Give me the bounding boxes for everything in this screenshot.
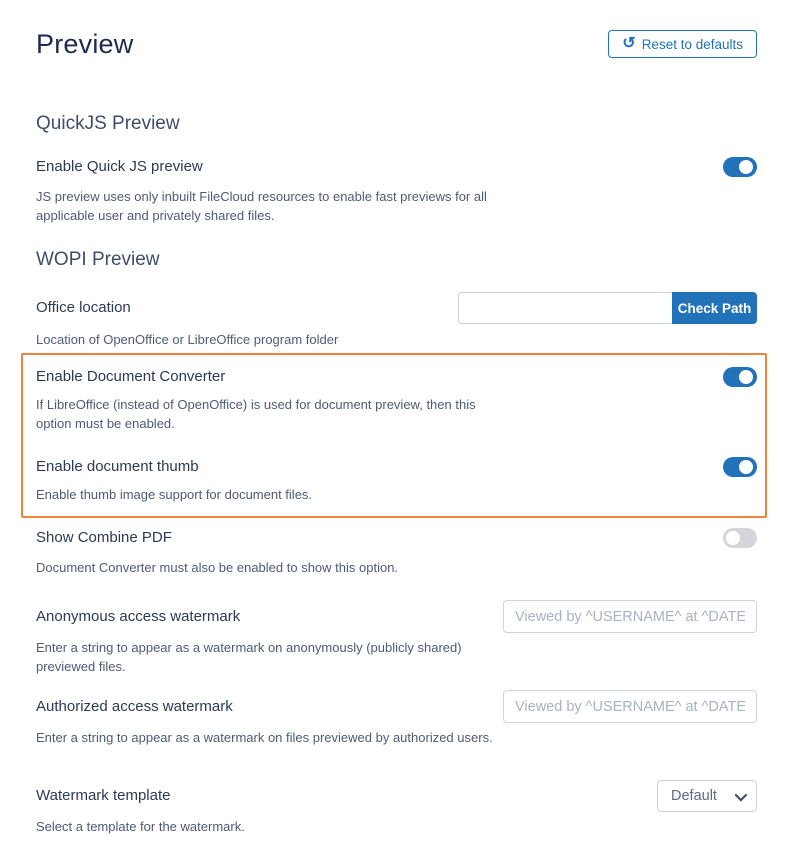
setting-description: JS preview uses only inbuilt FileCloud resources to enable fast previews for all applicable user and privately shared files. (36, 189, 487, 223)
office-location-input[interactable] (458, 292, 672, 324)
setting-description: If LibreOffice (instead of OpenOffice) is used for document preview, then this option must be enabled. (36, 397, 476, 431)
setting-description: Location of OpenOffice or LibreOffice program folder (36, 332, 339, 347)
setting-description: Enter a string to appear as a watermark on anonymously (publicly shared) previewed files. (36, 640, 462, 674)
setting-label: Office location (36, 299, 131, 316)
setting-label: Watermark template (36, 787, 171, 804)
reset-to-defaults-button[interactable] (608, 30, 757, 58)
setting-description: Enable thumb image support for document files. (36, 487, 313, 502)
setting-enable-document-converter (36, 367, 757, 387)
setting-label: Enable Quick JS preview (36, 158, 203, 175)
watermark-template-select[interactable] (657, 780, 757, 812)
setting-watermark-template (36, 780, 757, 812)
enable-document-thumb-toggle[interactable] (723, 457, 757, 477)
authorized-watermark-input[interactable] (503, 690, 757, 723)
setting-label: Authorized access watermark (36, 697, 233, 715)
setting-label: Enable Document Converter (36, 368, 226, 385)
setting-label: Enable document thumb (36, 458, 199, 475)
setting-label: Anonymous access watermark (36, 607, 241, 625)
setting-enable-document-thumb (36, 457, 757, 477)
setting-office-location (36, 292, 757, 324)
show-combine-pdf-toggle[interactable] (723, 528, 757, 548)
setting-authorized-watermark (36, 690, 757, 723)
page-header (36, 28, 757, 60)
office-location-input-group (458, 292, 757, 324)
enable-quickjs-toggle[interactable] (723, 157, 757, 177)
page-title: Preview (36, 29, 134, 59)
check-path-button[interactable]: Check Path (672, 292, 757, 324)
reset-icon: ↺ (622, 35, 636, 52)
setting-description: Document Converter must also be enabled to show this option. (36, 560, 399, 575)
setting-label: Show Combine PDF (36, 529, 172, 546)
section-title-wopi-preview: WOPI Preview (36, 249, 160, 270)
chevron-down-icon (735, 788, 748, 801)
anonymous-watermark-input[interactable] (503, 600, 757, 633)
section-title-quickjs-preview: QuickJS Preview (36, 113, 180, 134)
enable-document-converter-toggle[interactable] (723, 367, 757, 387)
highlighted-settings-box (21, 353, 767, 518)
setting-anonymous-watermark (36, 600, 757, 633)
setting-show-combine-pdf (36, 528, 757, 548)
setting-enable-quickjs (36, 157, 757, 177)
setting-description: Select a template for the watermark. (36, 819, 245, 834)
select-value: Default (671, 788, 717, 804)
reset-button-label: Reset to defaults (641, 36, 743, 52)
setting-description: Enter a string to appear as a watermark on files previewed by authorized users. (36, 730, 493, 745)
